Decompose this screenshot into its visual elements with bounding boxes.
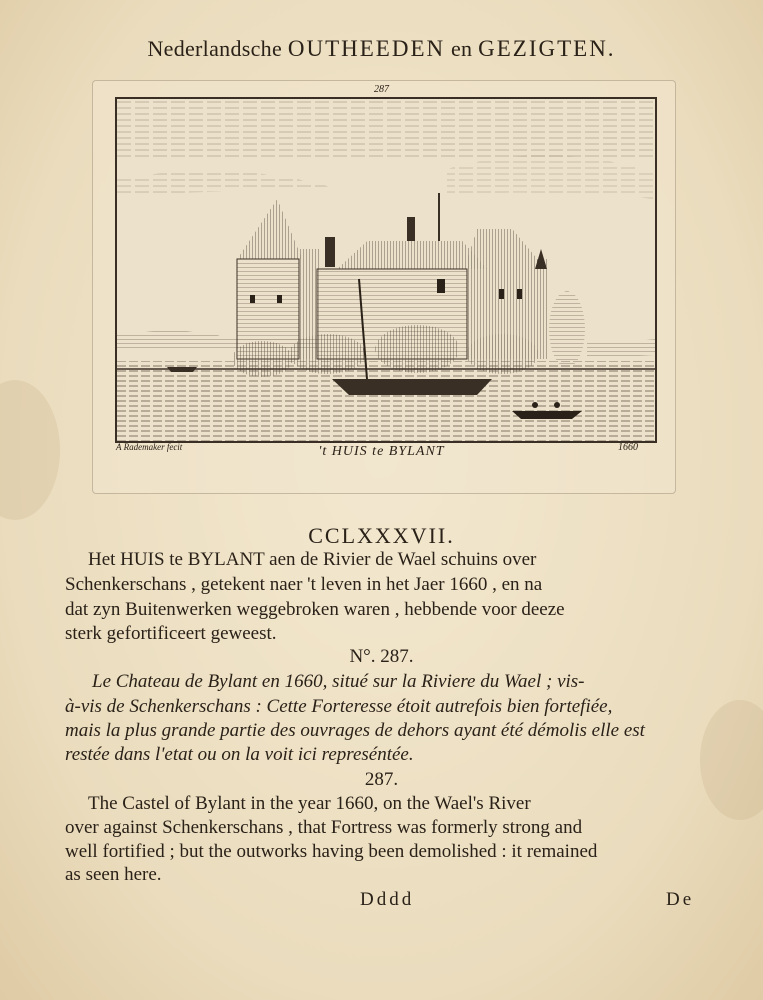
plate-year: 1660 [618, 442, 638, 453]
dutch-line-2: Schenkerschans , getekent naer 't leven in het Jaer 1660 , en na [65, 574, 543, 595]
dutch-line-3: dat zyn Buitenwerken weggebroken waren , hebbende voor deeze [65, 599, 565, 620]
header-main: OUTHEEDEN [287, 36, 446, 61]
dutch-line-1: Het HUIS te BYLANT aen de Rivier de Wael schuins over [88, 549, 537, 570]
header-pre: Nederlandsche [147, 36, 283, 61]
french-line-2: à-vis de Schenkerschans : Cette Forteresse étoit autrefois bien fortefiée, [65, 696, 613, 717]
roman-numeral: CCLXXXVII. [308, 523, 455, 548]
plate-number: 287 [374, 84, 389, 95]
no-label: N°. 287. [349, 646, 414, 667]
french-line-1: Le Chateau de Bylant en 1660, situé sur la Riviere du Wael ; vis- [92, 671, 585, 692]
plate-title: 't HUIS te BYLANT [318, 444, 445, 459]
english-line-3: well fortified ; but the outworks having been demolished : it remained [65, 841, 598, 862]
english-number: 287. [364, 769, 399, 790]
page-header [0, 36, 763, 62]
english-line-2: over against Schenkerschans , that Fortress was formerly strong and [65, 817, 583, 838]
header-mid: en [450, 36, 473, 61]
signature-mark: Dddd [360, 889, 415, 910]
english-line-4: as seen here. [65, 864, 162, 885]
dutch-line-4: sterk gefortificeert geweest. [65, 623, 277, 644]
french-line-4: restée dans l'etat ou on la voit ici represéntée. [65, 744, 414, 765]
catchword: De [666, 889, 695, 910]
castle-engraving [115, 97, 657, 443]
french-line-3: mais la plus grande partie des ouvrages de dehors ayant été démolis elle est [65, 720, 645, 741]
header-post: GEZIGTEN. [478, 36, 616, 61]
english-line-1: The Castel of Bylant in the year 1660, on the Wael's River [88, 793, 531, 814]
artist-credit: A Rademaker fecit [116, 442, 183, 452]
